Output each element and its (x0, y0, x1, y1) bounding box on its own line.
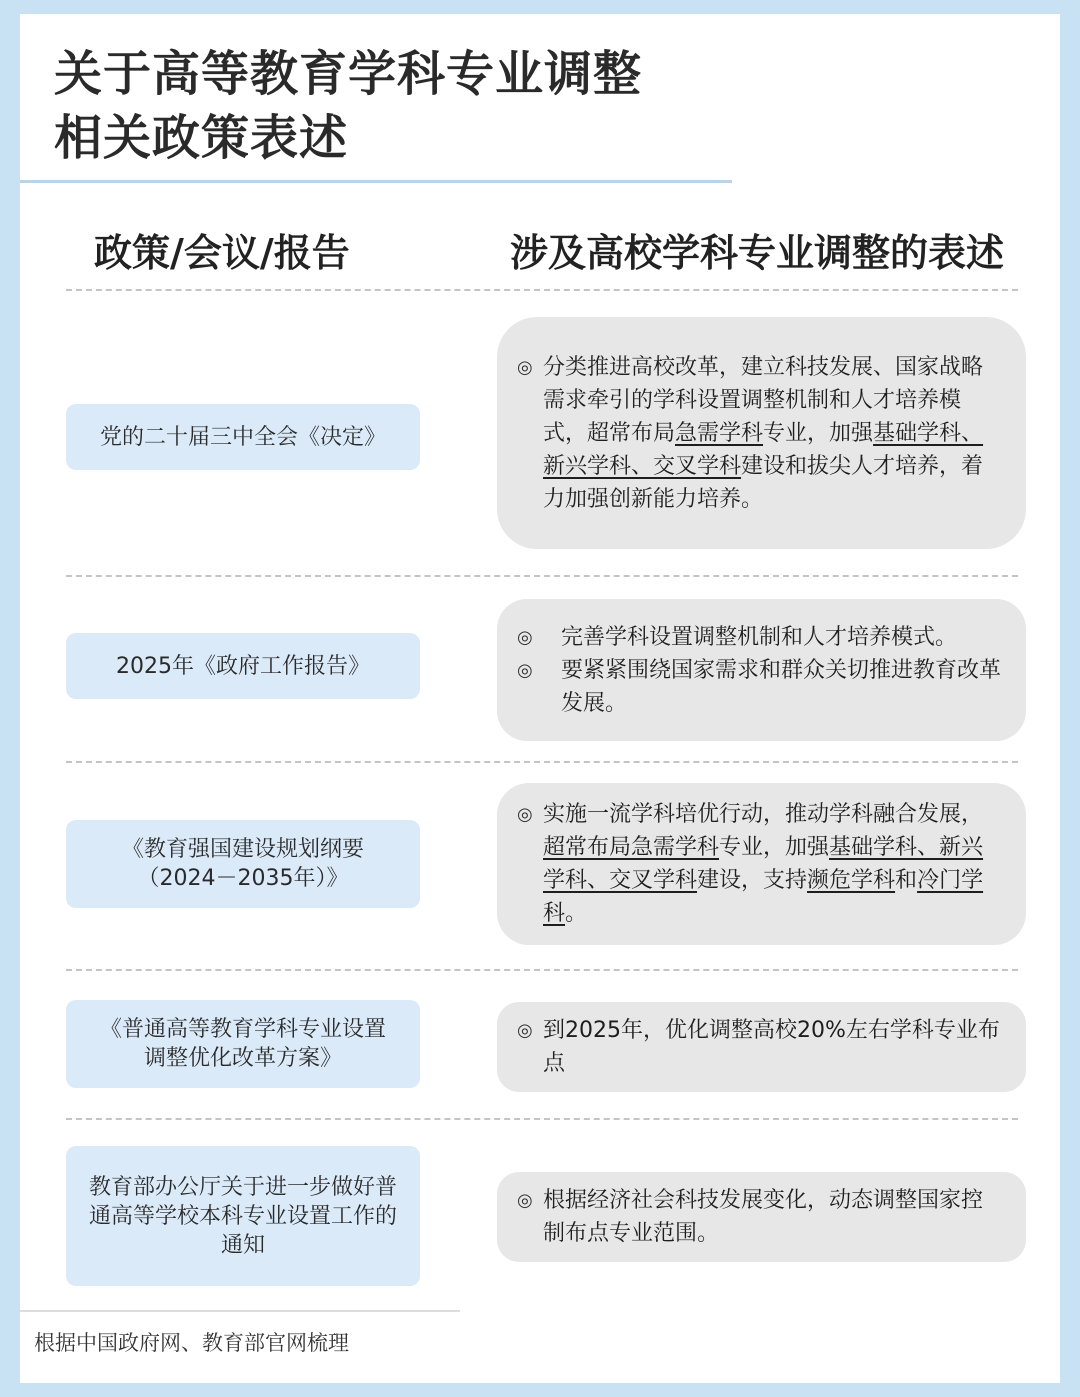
title-line-2: 相关政策表述 (54, 110, 349, 166)
bullet-icon: ◎ (517, 1190, 533, 1211)
statement-items (517, 621, 1004, 720)
statement-box-row-4 (497, 1002, 1026, 1092)
statement-segment: 要紧紧围绕国家需求和群众关切推进教育改革发展。 (561, 657, 1002, 716)
statement-items (517, 1184, 1004, 1250)
statement-segment: 专业，加强 (763, 420, 874, 446)
bullet-icon: ◎ (517, 356, 533, 378)
statement-bullet-item (517, 798, 1004, 930)
policy-label-row-3 (66, 820, 420, 908)
bullet-icon: ◎ (517, 626, 533, 648)
divider (66, 1118, 1018, 1120)
statement-segment: 专业，加强 (719, 835, 830, 860)
statement-segment: 。 (565, 901, 588, 926)
column-header-policy: 政策/会议/报告 (94, 231, 350, 275)
policy-label-row-1: 党的二十届三中全会《决定》 (66, 404, 420, 470)
footer-divider (20, 1310, 460, 1312)
statement-items (517, 351, 1004, 516)
bullet-icon: ◎ (517, 804, 533, 825)
bullet-icon: ◎ (517, 1020, 533, 1041)
policy-label-row-4 (66, 1000, 420, 1088)
statement-bullet-item (517, 1184, 1004, 1250)
divider (66, 969, 1018, 971)
infographic-card (20, 14, 1060, 1383)
statement-segment: 实施一流学科培优行动，推动学科融合发展， (543, 802, 984, 827)
policy-label-line: 《教育强国建设规划纲要 (121, 837, 364, 862)
statement-segment: 建设和拔尖人才培养，着力加强创新能力培养。 (543, 453, 984, 512)
statement-segment: 根据经济社会科技发展变化，动态调整国家控制布点专业范围。 (543, 1188, 984, 1246)
underlined-term: 超常布局急需学科 (543, 835, 720, 860)
title-underline (20, 180, 732, 183)
statement-bullet-item (517, 621, 1004, 654)
statement-bullet-item (517, 654, 1004, 720)
underlined-term: 濒危学科 (807, 868, 896, 893)
statement-box-row-2 (497, 599, 1026, 741)
policy-label-row-5: 教育部办公厅关于进一步做好普通高等学校本科专业设置工作的通知 (66, 1146, 420, 1286)
column-header-statement: 涉及高校学科专业调整的表述 (510, 231, 1005, 275)
underlined-term: 基础学科、新兴学科、交叉学科 (543, 420, 984, 479)
underlined-term: 急需学科 (675, 420, 764, 446)
divider (66, 575, 1018, 577)
statement-bullet-item (517, 351, 1004, 516)
policy-label-line: 《普通高等教育学科专业设置 (99, 1017, 386, 1042)
statement-text (561, 621, 1004, 654)
statement-text (543, 1184, 1004, 1250)
statement-text (543, 1014, 1004, 1080)
underlined-term: 冷门学科 (543, 868, 984, 926)
source-note: 根据中国政府网、教育部官网梳理 (34, 1331, 349, 1355)
statement-segment: 和 (895, 868, 918, 893)
statement-text (543, 798, 1004, 930)
statement-box-row-3 (497, 783, 1026, 945)
statement-segment: 完善学科设置调整机制和人才培养模式。 (561, 624, 958, 650)
title-line-1: 关于高等教育学科专业调整 (54, 46, 643, 102)
statement-text (543, 351, 1004, 516)
policy-label-row-2: 2025年《政府工作报告》 (66, 633, 420, 699)
divider (66, 761, 1018, 763)
policy-label-line: 调整优化改革方案》 (143, 1046, 342, 1071)
statement-segment: 建设，支持 (697, 868, 808, 893)
statement-text (561, 654, 1004, 720)
policy-label-line: （2024－2035年）》 (137, 866, 349, 891)
statement-box-row-5 (497, 1172, 1026, 1262)
page-title (54, 42, 642, 170)
statement-items (517, 798, 1004, 930)
statement-box-row-1 (497, 317, 1026, 549)
statement-bullet-item (517, 1014, 1004, 1080)
statement-items (517, 1014, 1004, 1080)
statement-segment: 分类推进高校改革，建立科技发展、国家战略需求牵引的学科设置调整机制和人才培养模式，超常布局 (543, 354, 984, 446)
statement-segment: 到2025年，优化调整高校20%左右学科专业布点 (543, 1018, 1000, 1076)
divider (66, 289, 1018, 291)
bullet-icon: ◎ (517, 659, 533, 681)
underlined-term: 基础学科、新兴学科、交叉学科 (543, 835, 984, 893)
